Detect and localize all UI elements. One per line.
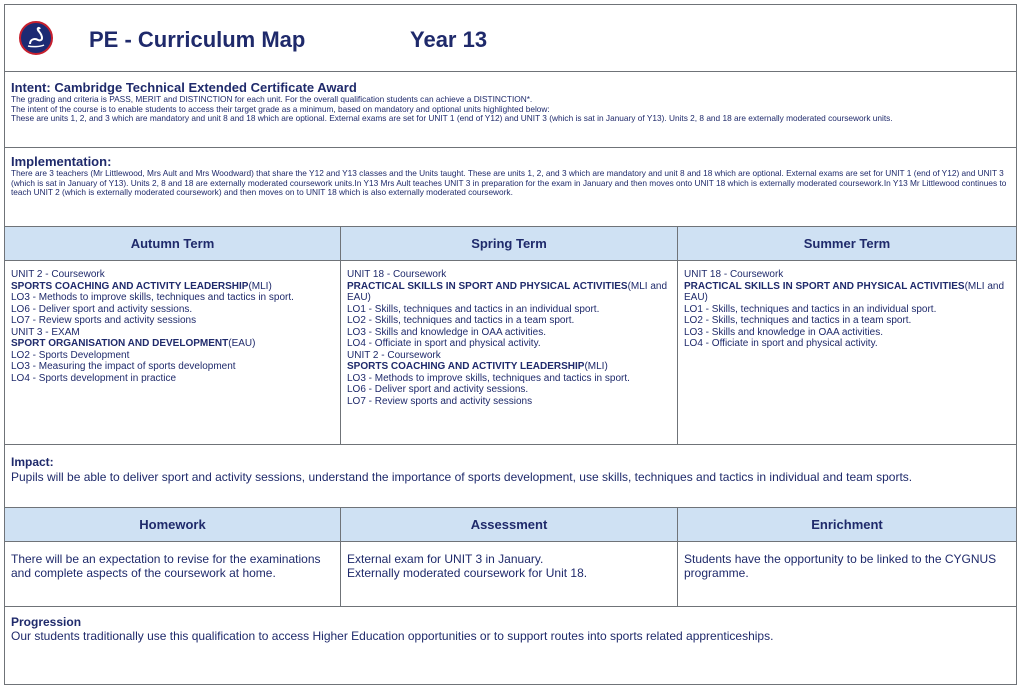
- assessment-content: [341, 542, 678, 606]
- lo-line: LO4 - Officiate in sport and physical activity.: [347, 338, 541, 349]
- lo-line: LO2 - Skills, techniques and tactics in a team sport.: [684, 315, 912, 326]
- lo-line: LO3 - Skills and knowledge in OAA activities.: [684, 326, 883, 338]
- intent-line: These are units 1, 2, and 3 which are mandatory and unit 8 and 18 which are optional. External exams are set for UNIT 1 (end of Y12) and UNIT 3 (which is sat in January of Y13). Units 2, 8 and 18 are externally moderated coursework units.: [11, 113, 893, 124]
- summer-term-header: Summer Term: [678, 227, 1016, 260]
- lo-line: LO7 - Review sports and activity sessions: [347, 395, 533, 407]
- intent-heading: Intent: Cambridge Technical Extended Certificate Award: [11, 80, 357, 95]
- unit-line: UNIT 18 - Coursework: [347, 269, 447, 280]
- enrichment-content: Students have the opportunity to be linked to the CYGNUS programme.: [684, 552, 997, 580]
- unit-title: SPORT ORGANISATION AND DEVELOPMENT(EAU): [11, 338, 256, 349]
- homework-header: Homework: [5, 508, 341, 541]
- lo-line: LO2 - Sports Development: [11, 349, 130, 361]
- autumn-term-header: Autumn Term: [5, 227, 341, 260]
- lo-line: LO4 - Sports development in practice: [11, 372, 177, 384]
- unit-title: PRACTICAL SKILLS IN SPORT AND PHYSICAL ACTIVITIES(MLI and EAU): [347, 280, 668, 303]
- lo-line: LO7 - Review sports and activity sessions: [11, 315, 197, 326]
- unit-line: UNIT 3 - EXAM: [11, 326, 80, 338]
- lo-line: LO3 - Methods to improve skills, techniques and tactics in sport.: [347, 372, 630, 384]
- lo-line: LO6 - Deliver sport and activity sessions.: [347, 384, 529, 395]
- autumn-term-content: [5, 261, 341, 444]
- lo-line: LO1 - Skills, techniques and tactics in an individual sport.: [684, 303, 937, 315]
- curriculum-map-page: [4, 4, 1017, 685]
- lo-line: LO3 - Methods to improve skills, techniques and tactics in sport.: [11, 292, 294, 303]
- progression-heading: Progression: [11, 615, 82, 629]
- lo-line: LO3 - Skills and knowledge in OAA activities.: [347, 326, 546, 338]
- enrichment-header: Enrichment: [678, 508, 1016, 541]
- implementation-heading: Implementation:: [11, 154, 112, 169]
- lo-line: LO6 - Deliver sport and activity sessions.: [11, 303, 193, 315]
- homework-content: There will be an expectation to revise for the examinations and complete aspects of the coursework at home.: [5, 542, 341, 606]
- lo-line: LO1 - Skills, techniques and tactics in an individual sport.: [347, 303, 600, 315]
- unit-line: UNIT 2 - Coursework: [347, 349, 441, 361]
- implementation-text: There are 3 teachers (Mr Littlewood, Mrs Ault and Mrs Woodward) that share the Y12 and Y13 classes and the Units taught. These are units 1, 2, and 3 which are mandatory and unit 8 and 18 which are optional. External exams are set for UNIT 1 (end of Y12) and UNIT 3 (which is sat in January of Y13). Units 2, 8 and 18 are externally moderated coursework units.In Y13 Mrs Ault teaches UNIT 3 in preparation for the exam in January and then moves onto UNIT 18 which is externally moderated coursework.In Y13 Mr Littlewood continues to teach UNIT 2 (which is externally moderated coursework) and then moves on to UNIT 18 which is also externally moderated coursework.: [11, 168, 1007, 198]
- impact-text: Pupils will be able to deliver sport and activity sessions, understand the importance of sports development, use skills, techniques and tactics in individual and team sports.: [11, 470, 913, 484]
- spring-term-content: [341, 261, 678, 444]
- lo-line: LO4 - Officiate in sport and physical activity.: [684, 338, 878, 349]
- page-title: PE - Curriculum Map: [89, 27, 306, 52]
- lo-line: LO2 - Skills, techniques and tactics in a team sport.: [347, 315, 575, 326]
- assessment-header: Assessment: [341, 508, 678, 541]
- assessment-line: Externally moderated coursework for Unit 18.: [347, 566, 588, 580]
- implementation-section: [5, 148, 1016, 227]
- lo-line: LO3 - Measuring the impact of sports development: [11, 361, 236, 372]
- intent-section: [5, 72, 1016, 148]
- year-label: Year 13: [410, 27, 488, 52]
- progression-text: Our students traditionally use this qualification to access Higher Education opportunities or to support routes into sports related apprenticeships.: [11, 629, 774, 643]
- bottom-content-row: [5, 542, 1016, 607]
- swan-logo-icon: [19, 21, 53, 55]
- page-header: [5, 5, 1016, 72]
- impact-section: [5, 445, 1016, 508]
- bottom-header-row: [5, 508, 1016, 542]
- intent-line: The grading and criteria is PASS, MERIT and DISTINCTION for each unit. For the overall qualification students can achieve a DISTINCTION*.: [11, 94, 533, 104]
- term-content-row: [5, 261, 1016, 445]
- intent-line: The intent of the course is to enable students to access their target grade as a minimum, based on mandatory and optional units highlighted below:: [11, 103, 550, 114]
- unit-line: UNIT 2 - Coursework: [11, 269, 105, 280]
- term-header-row: [5, 227, 1016, 261]
- assessment-line: External exam for UNIT 3 in January.: [347, 552, 544, 566]
- unit-title: PRACTICAL SKILLS IN SPORT AND PHYSICAL ACTIVITIES(MLI and EAU): [684, 280, 1005, 303]
- progression-section: [5, 607, 1016, 684]
- unit-title: SPORTS COACHING AND ACTIVITY LEADERSHIP(MLI): [11, 280, 272, 292]
- unit-title: SPORTS COACHING AND ACTIVITY LEADERSHIP(MLI): [347, 361, 608, 372]
- unit-line: UNIT 18 - Coursework: [684, 269, 784, 280]
- impact-heading: Impact:: [11, 455, 54, 469]
- summer-term-content: [678, 261, 1016, 444]
- spring-term-header: Spring Term: [341, 227, 678, 260]
